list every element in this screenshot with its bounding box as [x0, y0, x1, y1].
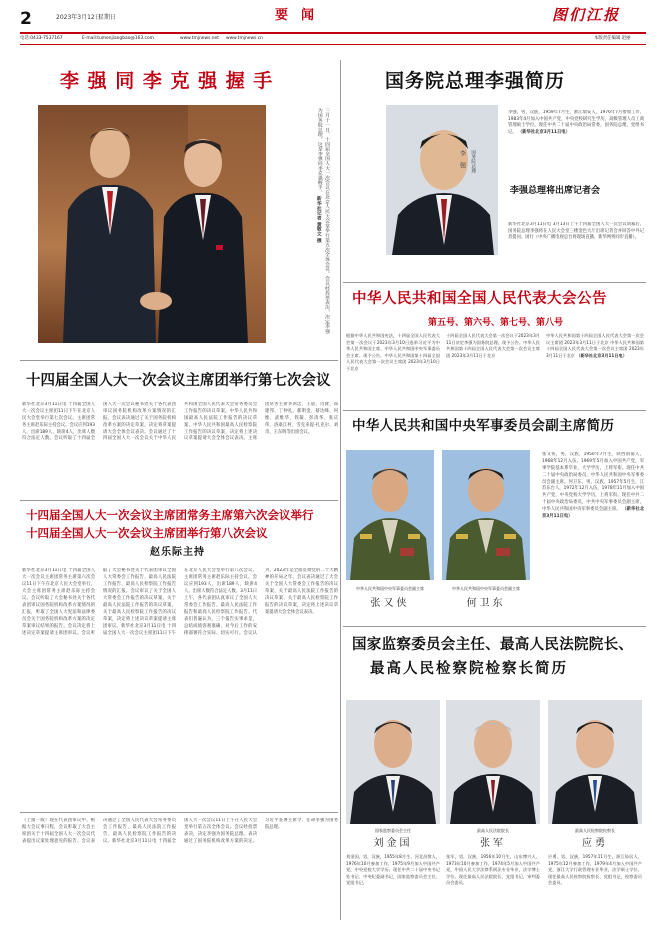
masthead: [0, 0, 666, 46]
left-divider-3: [20, 812, 338, 813]
supervision-portrait-3: [548, 700, 642, 824]
handshake-caption: [275, 108, 330, 338]
supervision-portrait-2: [446, 700, 540, 824]
supervision-bio-2: 张军，男，汉族，1956年10月生，山东博兴人，1973年10月参加工作，1974年5月加入中国共产党，中国人民大学法律系刑法专业毕业，法学博士学位。现任最高人民法院院长、党组书记，审判委员会委员。: [446, 854, 540, 885]
cmc-bio-source: （新华社北京3月11日电）: [542, 507, 644, 519]
contact-phone: 电话:0433-7537167: [20, 36, 63, 41]
bottom-left-body: （上接一版）现在代表团审议中。根据大会议事日程，会议听取了大会主席团关于十四届全国人大一次会议代表提出议案处理意见的报告。会议表决通过了全国人民代表大会常务委员会工作报告、最高人民法院工作报告、最高人民检察院工作报告的决议。新华社北京3月11日电 十四届全国人大一次会议11日上午在人民大会堂举行第五次全体会议。会议经投票表决，决定李强为国务院总理。表决通过了国务院机构改革方案的决定。习近平签署主席令，任命李强为国务院总理。: [22, 818, 338, 844]
masthead-rule-2: [20, 44, 646, 45]
npc-announce-headline: 中华人民共和国全国人民代表大会公告: [352, 290, 607, 307]
center-vertical-divider: [340, 60, 341, 920]
paper-logo: 图们江报: [552, 6, 621, 24]
left-divider-1: [20, 360, 338, 361]
supervision-portrait-1-name: 刘金国: [373, 838, 413, 849]
cmc-portrait-2: [442, 450, 530, 580]
handshake-credit: 新华社记者 黄敬文 摄: [315, 195, 322, 243]
premier-headline: 国务院总理李强简历: [385, 70, 566, 92]
cmc-portrait-2-svg: [442, 450, 530, 580]
cmc-portrait-1-svg: [346, 450, 434, 580]
supervision-bio-3: 应勇，男，汉族，1957年11月生，浙江仙居人，1975年12月参加工作，1979年4月加入中国共产党，浙江大学行政管理专业毕业，法学硕士学位。现任最高人民检察院检察长、党组书记，检察委员会委员。: [548, 854, 642, 885]
premier-bio: [508, 110, 644, 160]
session7-body: 新华社北京3月11日电 十四届全国人大一次会议主席团11日下午在北京人民大会堂举行第七次会议。主席团常务主席赵乐际主持会议。会议应到193人，出席189人，缺席4人，出席人数符合法定人数。会议听取了十四届全国人大一次会议秘书处关于各代表团审议国务院机构改革方案情况的汇报。会议表决通过了关于国务院机构改革方案的决定草案，决定将草案提请大会全体会议表决。会议通过了十四届全国人大一次会议关于中华人民共和国全国人民代表大会常务委员会工作报告的决议草案，中华人民共和国最高人民法院工作报告的决议草案，中华人民共和国最高人民检察院工作报告的决议草案，决定将上述决议草案提请大会全体会议表决。主席团常务主席李鸿忠、王晨、肖捷、郑建邦、丁仲礼、郝明金、蔡达峰、何维、武维华、铁凝、彭清华、张庆伟、洛桑江村、雪克来提·扎克尔、刘奇、王东明等出席会议。: [22, 402, 338, 442]
npc-announce-subtitle: 第五号、第六号、第七号、第八号: [428, 318, 564, 328]
npc-announce-col3: [546, 333, 644, 401]
sessions68-headline-1: 十四届全国人大一次会议主席团常务主席第六次会议举行: [26, 508, 314, 522]
supervision-portrait-2-name: 张军: [480, 838, 506, 849]
npc-announce-col3-text: 中华人民共和国第十四届全国人民代表大会第一次会议主席团 2023年3月11日于北京 中华人民共和国第十四届全国人民代表大会第一次会议主席团 2023年3月11日于北京: [546, 333, 644, 358]
sessions68-subtitle: 赵乐际主持: [150, 547, 205, 558]
npc-announce-col2: 十四届全国人民代表大会第一次会议于2023年3月11日决定李强为国务院总理。现予公告。中华人民共和国第十四届全国人民代表大会第一次会议主席团 2023年3月11日于北京: [446, 333, 540, 358]
supervision-portrait-1-svg: [346, 700, 440, 824]
cmc-portrait-2-name: 何卫东: [466, 598, 506, 609]
premier-portrait: [386, 105, 498, 255]
premier-portrait-svg: [386, 105, 498, 255]
cmc-portrait-1-caption: 中华人民共和国中央军事委员会副主席: [356, 586, 424, 591]
supervision-portrait-2-svg: [446, 700, 540, 824]
supervision-portrait-1-caption: 国家监察委员会主任: [375, 828, 411, 833]
premier-portrait-label: 李强: [458, 150, 466, 174]
npc-announce-col1: 根据中华人民共和国宪法，十四届全国人民代表大会第一次会议于2023年3月10日选举习近平为中华人民共和国主席、中华人民共和国中央军事委员会主席。现予公告。中华人民共和国第十四届全国人民代表大会第一次会议主席团 2023年3月10日于北京: [346, 333, 440, 371]
premier-bio-text: 李强，男，汉族，1959年7月生，浙江瑞安人，1976年7月参加工作，1983年4月加入中国共产党，中央党校研究生学历，高级管理人员工商管理硕士学位。现任中共二十届中央政治局常委，国务院总理、党组书记。: [508, 110, 644, 135]
right-top-divider: [343, 282, 646, 283]
cmc-bio: [542, 452, 644, 618]
premier-bio-source: （新华社北京3月11日电）: [517, 129, 570, 135]
supervision-headline-2: 最高人民检察院检察长简历: [370, 660, 568, 677]
premier-portrait-caption: 国务院总理: [470, 150, 476, 173]
section-title: 要 闻: [275, 8, 315, 23]
premier-pressconf-title: 李强总理将出席记者会: [510, 186, 601, 196]
supervision-portrait-3-svg: [548, 700, 642, 824]
npc-announce-source: （新华社北京3月11日电）: [576, 352, 627, 358]
premier-pressconf-body: 新华社北京3月11日电 3月13日上午十四届全国人大一次会议闭幕后，国务院总理李强将在人民大会堂三楼金色大厅出席记者会并回答中外记者提问。国行（中央广播电视总台将现场直播，新华网将同步直播）。: [508, 222, 644, 241]
cmc-bio-text: 张又侠，男，汉族，1950年7月生，陕西渭南人，1968年12月入伍，1969年5月加入中国共产党，军事学院基本系毕业，大学学历，上将军衔。现任中共二十届中央政治局委员，中华人民共和国中央军事委员会副主席。何卫东，男，汉族，1957年5月生，江苏东台人，1972年12月入伍，1978年11月加入中国共产党，中央党校大学学历，上将军衔。现任中共二十届中央政治局委员，中共中央军事委员会副主席，中华人民共和国中央军事委员会副主席。: [542, 452, 644, 512]
left-divider-2: [20, 500, 338, 501]
page-number: 2: [20, 9, 32, 29]
supervision-portrait-2-caption: 最高人民法院院长: [477, 828, 509, 833]
cmc-portrait-1-name: 张又侠: [370, 598, 410, 609]
supervision-portrait-1: [346, 700, 440, 824]
masthead-rule: [20, 32, 646, 34]
cmc-portrait-1: [346, 450, 434, 580]
cmc-portrait-2-caption: 中华人民共和国中央军事委员会副主席: [452, 586, 520, 591]
cmc-divider: [343, 626, 646, 627]
supervision-portrait-3-name: 应勇: [582, 838, 608, 849]
issue-date: 2023年3月12日: [56, 14, 101, 21]
website-link-1[interactable]: www.tmjnews.net: [180, 36, 219, 41]
sessions68-body: 新华社北京3月11日电 十四届全国人大一次会议主席团常务主席第六次会议11日下午在北京人民大会堂举行，大会主席团常务主席赵乐际主持会议。会议听取了大会秘书处关于各代表团审议国务院机构改革方案情况的汇报，听取了全国人大宪法和法律委员会关于国务院机构改革方案的决定草案审议结果的报告。会议决定将上述决定草案提请主席团审议。会议听取了大会秘书处关于代表团审议全国人大常委会工作报告、最高人民法院工作报告、最高人民检察院工作报告情况的汇报。会议审议了关于全国人大常委会工作报告的决议草案，关于最高人民法院工作报告的决议草案，关于最高人民检察院工作报告的决议草案，决定将上述决议草案提请主席团审议。新华社北京3月11日电 十四届全国人大一次会议主席团11日下午在北京人民大会堂举行第八次会议。主席团常务主席赵乐际主持会议。会议应到193人，出席189人，缺席4人，出席人数符合法定人数。3月11日上午，各代表团认真审议了全国人大常委会工作报告、最高人民法院工作报告和最高人民检察院工作报告。代表们普遍认为，三个报告实事求是，总结成绩客观准确，对今后工作的安排部署符合实际、切实可行。会议认为，2023年是全面贯彻党的二十大精神的开局之年。会议表决通过了大会关于全国人大常委会工作报告的决议草案、关于最高人民法院工作报告的决议草案、关于最高人民检察院工作报告的决议草案，决定将上述决议草案提请大会全体会议表决。: [22, 568, 338, 636]
supervision-headline-1: 国家监察委员会主任、最高人民法院院长、: [352, 636, 634, 653]
cmc-headline: 中华人民共和国中央军事委员会副主席简历: [352, 418, 615, 434]
handshake-caption-text: 三月十一日，十四届全国人大一次会议在北京人民大会堂举行第五次全体会议。会议经投票表决，决定李强为国务院总理。这是李强同李克强握手。: [316, 108, 329, 334]
npc-divider: [343, 410, 646, 411]
handshake-headline: 李 强 同 李 克 强 握 手: [60, 70, 274, 92]
issue-weekday: 星期日: [98, 14, 117, 21]
supervision-bio-1: 刘金国，男，汉族，1955年8月生，河北昌黎人，1976年10月参加工作，1975年9月加入中国共产党，中央党校大学学历。现任中共二十届中央书记处书记、中央纪委副书记，国家监察委员会主任、党组书记。: [346, 854, 440, 885]
handshake-photo: [38, 105, 266, 343]
supervision-portrait-3-caption: 最高人民检察院检察长: [575, 828, 615, 833]
contact-email: E-mail:tumenjiangbao@163.com: [82, 36, 154, 41]
handshake-photo-svg: [38, 105, 266, 343]
responsible-editor: 本版责任编辑 赵丽: [594, 36, 631, 41]
website-link-2[interactable]: www.tmjnews.cn: [226, 36, 263, 41]
session7-headline: 十四届全国人大一次会议主席团举行第七次会议: [26, 372, 331, 389]
sessions68-headline-2: 十四届全国人大一次会议主席团举行第八次会议: [26, 526, 268, 540]
